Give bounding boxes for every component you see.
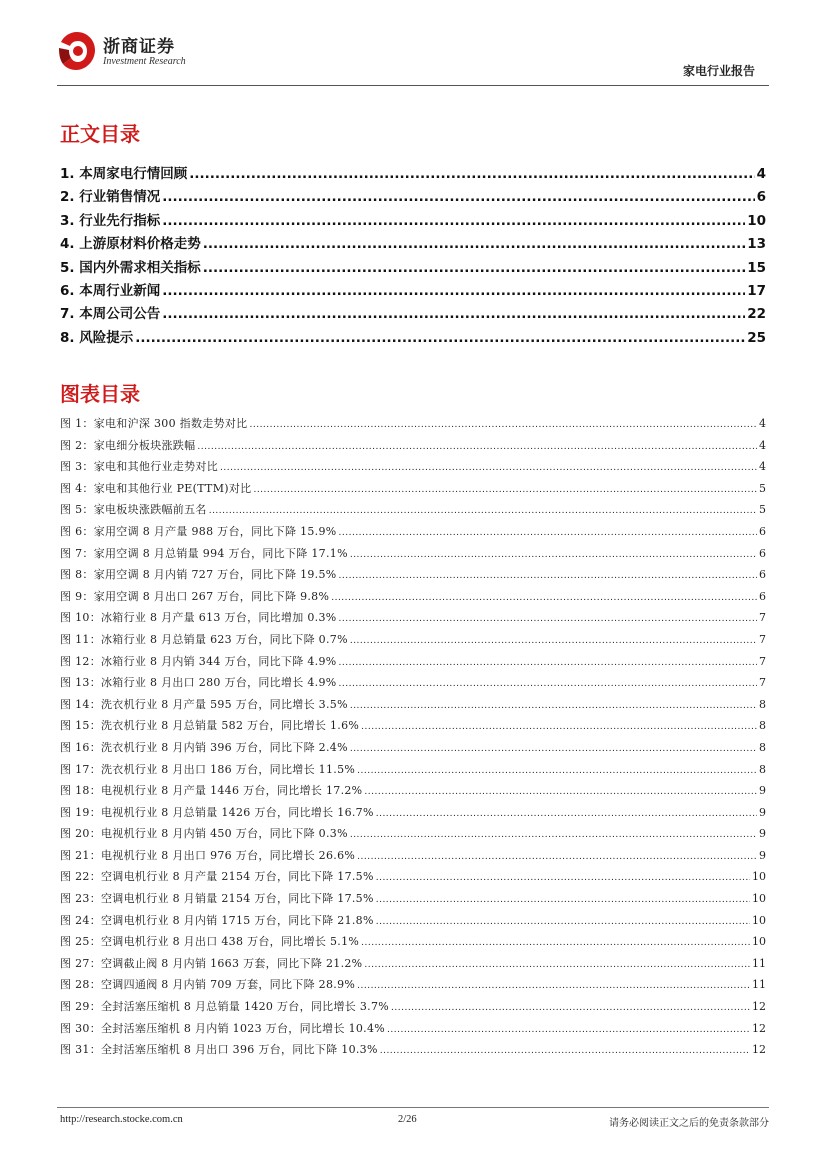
dot-leader (350, 636, 757, 646)
figure-item-label: 图 3：家电和其他行业走势对比 (60, 460, 218, 474)
figure-list (60, 415, 766, 1063)
figure-item-page: 8 (759, 697, 766, 711)
figure-item-label: 图 6：家用空调 8 月产量 988 万台，同比下降 15.9% (60, 524, 337, 538)
dot-leader (339, 658, 757, 668)
figure-item-label: 图 22：空调电机行业 8 月产量 2154 万台，同比下降 17.5% (60, 870, 374, 884)
dot-leader (162, 189, 754, 205)
dot-leader (364, 960, 750, 970)
company-logo-icon (57, 30, 97, 72)
figure-item-label: 图 17：洗衣机行业 8 月出口 186 万台，同比增长 11.5% (60, 762, 356, 776)
dot-leader (376, 809, 757, 819)
figure-item-page: 8 (759, 762, 766, 776)
figure-item-page: 9 (759, 848, 766, 862)
dot-leader (197, 442, 757, 452)
dot-leader (189, 166, 754, 182)
figure-item[interactable] (60, 674, 766, 696)
dot-leader (357, 852, 757, 862)
figure-item[interactable] (60, 782, 766, 804)
dot-leader (350, 701, 757, 711)
toc-item[interactable] (60, 185, 766, 208)
figure-item-page: 9 (759, 784, 766, 798)
figure-item[interactable] (60, 415, 766, 437)
dot-leader (357, 766, 757, 776)
figure-item-page: 12 (752, 1021, 766, 1035)
figure-item-label: 图 14：洗衣机行业 8 月产量 595 万台，同比增长 3.5% (60, 697, 348, 711)
footer-disclaimer: 请务必阅读正文之后的免责条款部分 (609, 1118, 769, 1129)
toc-item-page: 25 (747, 329, 766, 346)
figure-item-label: 图 5：家电板块涨跌幅前五名 (60, 503, 207, 517)
dot-leader (220, 463, 757, 473)
dot-leader (376, 917, 750, 927)
dot-leader (357, 981, 750, 991)
dot-leader (162, 283, 745, 299)
dot-leader (361, 938, 750, 948)
figure-item-page: 7 (759, 654, 766, 668)
toc-list (60, 162, 766, 349)
toc-item-page: 17 (747, 282, 766, 299)
figure-item-page: 9 (759, 805, 766, 819)
report-type-label: 家电行业报告 (682, 64, 755, 78)
figure-item-label: 图 23：空调电机行业 8 月销量 2154 万台，同比下降 17.5% (60, 892, 374, 906)
figure-item-page: 6 (759, 589, 766, 603)
figure-item[interactable] (60, 933, 766, 955)
dot-leader (135, 330, 745, 346)
toc-item-label: 6. 本周行业新闻 (60, 282, 161, 299)
dot-leader (249, 420, 757, 430)
toc-item-label: 7. 本周公司公告 (60, 306, 161, 323)
figure-item-page: 6 (759, 524, 766, 538)
figure-item[interactable] (60, 545, 766, 567)
figure-item-label: 图 4：家电和其他行业 PE(TTM)对比 (60, 481, 252, 495)
dot-leader (339, 679, 757, 689)
figure-item-page: 7 (759, 611, 766, 625)
figure-item[interactable] (60, 566, 766, 588)
figure-item-label: 图 18：电视机行业 8 月产量 1446 万台，同比增长 17.2% (60, 784, 363, 798)
figure-item-label: 图 28：空调四通阀 8 月内销 709 万套，同比下降 28.9% (60, 978, 356, 992)
figure-item[interactable] (60, 976, 766, 998)
toc-item-page: 10 (747, 212, 766, 229)
figure-item-page: 8 (759, 740, 766, 754)
dot-leader (376, 873, 750, 883)
figure-item-page: 12 (752, 1000, 766, 1014)
figure-item-label: 图 31：全封活塞压缩机 8 月出口 396 万台，同比下降 10.3% (60, 1043, 378, 1057)
dot-leader (339, 614, 757, 624)
figure-item-label: 图 20：电视机行业 8 月内销 450 万台，同比下降 0.3% (60, 827, 348, 841)
figure-item-label: 图 9：家用空调 8 月出口 267 万台，同比下降 9.8% (60, 589, 330, 603)
company-name-cn: 浙商证券 (103, 37, 175, 57)
dot-leader (331, 593, 757, 603)
toc-item[interactable] (60, 232, 766, 255)
figure-item-page: 10 (752, 892, 766, 906)
footer-divider (57, 1107, 769, 1108)
toc-item-label: 8. 风险提示 (60, 329, 134, 346)
figure-item[interactable] (60, 955, 766, 977)
figure-item[interactable] (60, 739, 766, 761)
figure-item[interactable] (60, 1020, 766, 1042)
figure-item[interactable] (60, 609, 766, 631)
figure-item-page: 8 (759, 719, 766, 733)
figure-item-label: 图 27：空调截止阀 8 月内销 1663 万套，同比下降 21.2% (60, 956, 363, 970)
figure-item[interactable] (60, 523, 766, 545)
figure-item[interactable] (60, 653, 766, 675)
figure-item[interactable] (60, 998, 766, 1020)
dot-leader (203, 236, 745, 252)
figure-item[interactable] (60, 1041, 766, 1063)
dot-leader (361, 722, 757, 732)
toc-item-page: 15 (747, 259, 766, 276)
page-header (57, 30, 769, 86)
company-name-en: Investment Research (103, 56, 186, 67)
dot-leader (253, 485, 757, 495)
dot-leader (387, 1025, 750, 1035)
figure-item-page: 5 (759, 481, 766, 495)
figure-item-page: 6 (759, 546, 766, 560)
figure-item-label: 图 10：冰箱行业 8 月产量 613 万台，同比增加 0.3% (60, 611, 337, 625)
figure-item-page: 11 (752, 978, 766, 992)
toc-item-label: 3. 行业先行指标 (60, 212, 161, 229)
figure-item-label: 图 1：家电和沪深 300 指数走势对比 (60, 417, 248, 430)
figure-item-label: 图 21：电视机行业 8 月出口 976 万台，同比增长 26.6% (60, 848, 356, 862)
figure-item[interactable] (60, 890, 766, 912)
figure-item-page: 7 (759, 632, 766, 646)
figures-title: 图表目录 (60, 382, 140, 406)
figure-item[interactable] (60, 847, 766, 869)
figure-item-label: 图 12：冰箱行业 8 月内销 344 万台，同比下降 4.9% (60, 654, 337, 668)
figure-item-label: 图 8：家用空调 8 月内销 727 万台，同比下降 19.5% (60, 568, 337, 582)
toc-item[interactable] (60, 256, 766, 279)
toc-item-page: 13 (747, 236, 766, 253)
figure-item-label: 图 15：洗衣机行业 8 月总销量 582 万台，同比增长 1.6% (60, 719, 360, 733)
figure-item-page: 6 (759, 568, 766, 582)
toc-item-label: 4. 上游原材料价格走势 (60, 236, 201, 253)
header-divider (57, 85, 769, 86)
dot-leader (391, 1003, 750, 1013)
toc-item-label: 1. 本周家电行情回顾 (60, 166, 188, 182)
figure-item-page: 10 (752, 870, 766, 884)
figure-item-page: 10 (752, 935, 766, 949)
toc-item-label: 5. 国内外需求相关指标 (60, 259, 201, 276)
figure-item-label: 图 16：洗衣机行业 8 月内销 396 万台，同比下降 2.4% (60, 740, 348, 754)
dot-leader (350, 830, 757, 840)
toc-item[interactable] (60, 162, 766, 185)
figure-item-label: 图 11：冰箱行业 8 月总销量 623 万台，同比下降 0.7% (60, 632, 348, 646)
toc-item-page: 4 (756, 166, 766, 182)
figure-item-label: 图 7：家用空调 8 月总销量 994 万台，同比下降 17.1% (60, 546, 348, 560)
figure-item[interactable] (60, 480, 766, 502)
toc-item-page: 22 (747, 306, 766, 323)
dot-leader (339, 528, 757, 538)
figure-item-label: 图 13：冰箱行业 8 月出口 280 万台，同比增长 4.9% (60, 676, 337, 690)
figure-item-page: 7 (759, 676, 766, 690)
toc-item-label: 2. 行业销售情况 (60, 189, 161, 206)
figure-item-label: 图 24：空调电机行业 8 月内销 1715 万台，同比下降 21.8% (60, 913, 374, 927)
toc-item[interactable] (60, 326, 766, 349)
dot-leader (209, 506, 757, 516)
dot-leader (203, 260, 745, 276)
figure-item[interactable] (60, 458, 766, 480)
figure-item-label: 图 30：全封活塞压缩机 8 月内销 1023 万台，同比增长 10.4% (60, 1021, 386, 1035)
dot-leader (376, 895, 750, 905)
figure-item-page: 11 (752, 956, 766, 970)
figure-item[interactable] (60, 717, 766, 739)
toc-item[interactable] (60, 302, 766, 325)
figure-item-page: 4 (759, 438, 766, 452)
dot-leader (350, 744, 757, 754)
figure-item-label: 图 25：空调电机行业 8 月出口 438 万台，同比增长 5.1% (60, 935, 360, 949)
figure-item-page: 9 (759, 827, 766, 841)
figure-item-label: 图 19：电视机行业 8 月总销量 1426 万台，同比增长 16.7% (60, 805, 374, 819)
figure-item-page: 5 (759, 503, 766, 517)
toc-item[interactable] (60, 209, 766, 232)
figure-item[interactable] (60, 696, 766, 718)
toc-title: 正文目录 (60, 122, 140, 146)
dot-leader (162, 213, 745, 229)
dot-leader (339, 571, 757, 581)
figure-item-label: 图 29：全封活塞压缩机 8 月总销量 1420 万台，同比增长 3.7% (60, 1000, 390, 1014)
figure-item[interactable] (60, 437, 766, 459)
figure-item[interactable] (60, 588, 766, 610)
footer-page-number: 2/26 (398, 1114, 417, 1125)
figure-item[interactable] (60, 912, 766, 934)
figure-item[interactable] (60, 804, 766, 826)
figure-item-label: 图 2：家电细分板块涨跌幅 (60, 438, 196, 452)
dot-leader (162, 306, 745, 322)
footer-url[interactable]: http://research.stocke.com.cn (60, 1114, 183, 1125)
toc-item-page: 6 (756, 189, 766, 206)
figure-item[interactable] (60, 868, 766, 890)
figure-item-page: 4 (759, 460, 766, 474)
figure-item-page: 10 (752, 913, 766, 927)
figure-item-page: 12 (752, 1043, 766, 1057)
figure-item[interactable] (60, 631, 766, 653)
figure-item-page: 4 (759, 417, 766, 430)
figure-item[interactable] (60, 825, 766, 847)
figure-item[interactable] (60, 501, 766, 523)
toc-item[interactable] (60, 279, 766, 302)
figure-item[interactable] (60, 761, 766, 783)
dot-leader (364, 787, 757, 797)
dot-leader (380, 1046, 750, 1056)
dot-leader (350, 550, 757, 560)
